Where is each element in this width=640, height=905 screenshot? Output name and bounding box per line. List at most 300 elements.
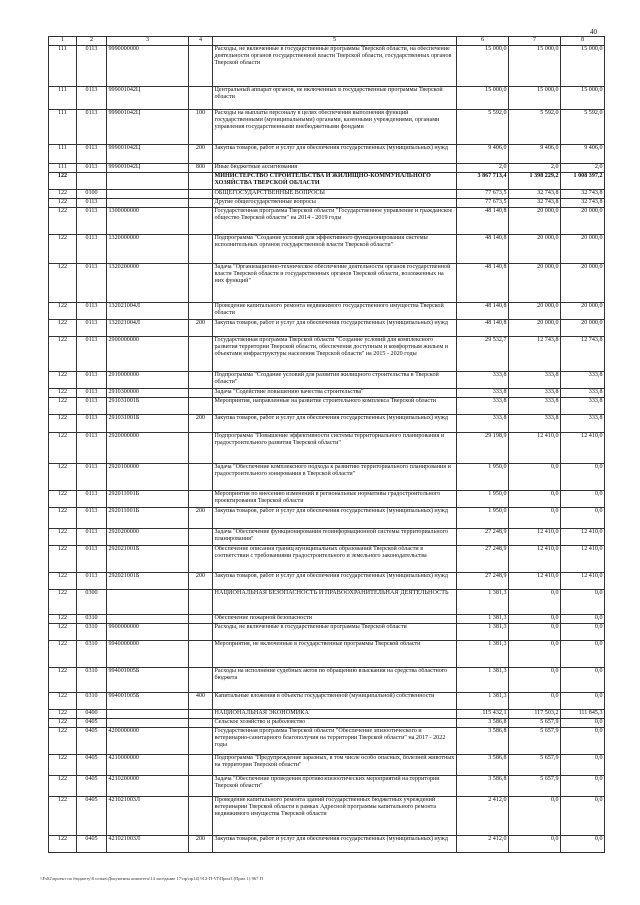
- amount-col-6-cell: 15 000,0: [457, 87, 509, 110]
- amount-col-8-cell: 5 592,0: [561, 110, 605, 145]
- amount-col-6-cell: 115 432,1: [457, 710, 509, 719]
- admin-code-cell: 122: [49, 797, 77, 836]
- admin-code-cell: 122: [49, 710, 77, 719]
- amount-col-6-cell: 27 248,9: [457, 546, 509, 573]
- description-cell: Обеспечение описания границ муниципальных образований Тверской области в соответствии с требованиями градостроительного и земельного законодательства: [213, 546, 457, 573]
- target-article-code-cell: 291031001Б: [107, 398, 189, 415]
- expense-type-code-cell: [189, 624, 213, 641]
- amount-col-8-cell: 0,0: [561, 491, 605, 508]
- table-row: [49, 337, 605, 372]
- target-article-code-cell: [107, 190, 189, 199]
- amount-col-7-cell: 0,0: [509, 836, 561, 853]
- section-code-cell: 0113: [77, 199, 107, 208]
- amount-col-6-cell: 3 586,8: [457, 719, 509, 728]
- table-row: [49, 303, 605, 320]
- description-cell: Задача "Организационно-техническое обеспечение деятельности органов государственной власти Тверской области и государственных органов Тверской области, возложенных на них функций": [213, 264, 457, 303]
- target-article-code-cell: 2910000000: [107, 372, 189, 389]
- target-article-code-cell: 132021004Л: [107, 303, 189, 320]
- description-cell: НАЦИОНАЛЬНАЯ ЭКОНОМИКА: [213, 710, 457, 719]
- table-row: [49, 190, 605, 199]
- description-cell: Проведение капитального ремонта недвижимого государственного имущества Тверской области: [213, 303, 457, 320]
- amount-col-7-cell: 0,0: [509, 508, 561, 529]
- amount-col-8-cell: 0,0: [561, 641, 605, 668]
- expense-type-code-cell: [189, 303, 213, 320]
- amount-col-8-cell: 0,0: [561, 836, 605, 853]
- admin-code-cell: 122: [49, 303, 77, 320]
- amount-col-8-cell: 0,0: [561, 755, 605, 776]
- amount-col-8-cell: 12 410,0: [561, 529, 605, 546]
- target-article-code-cell: 2910300000: [107, 389, 189, 398]
- header-cell: 6: [457, 37, 509, 46]
- admin-code-cell: 122: [49, 235, 77, 264]
- target-article-code-cell: 1320000000: [107, 235, 189, 264]
- amount-col-7-cell: 5 592,0: [509, 110, 561, 145]
- amount-col-6-cell: 1 950,0: [457, 464, 509, 491]
- amount-col-7-cell: 0,0: [509, 693, 561, 710]
- target-article-code-cell: 292021001Б: [107, 573, 189, 590]
- expense-type-code-cell: [189, 199, 213, 208]
- description-cell: Другие общегосударственные вопросы: [213, 199, 457, 208]
- target-article-code-cell: 421021003Л: [107, 836, 189, 853]
- section-code-cell: 0113: [77, 337, 107, 372]
- amount-col-8-cell: 9 406,0: [561, 145, 605, 164]
- amount-col-6-cell: 27 248,9: [457, 529, 509, 546]
- table-row: [49, 199, 605, 208]
- section-code-cell: 0113: [77, 208, 107, 235]
- admin-code-cell: 122: [49, 615, 77, 624]
- table-row: [49, 145, 605, 164]
- expense-type-code-cell: [189, 668, 213, 693]
- table-row: [49, 415, 605, 433]
- amount-col-6-cell: 1 381,3: [457, 693, 509, 710]
- expense-type-code-cell: [189, 529, 213, 546]
- amount-col-6-cell: 2 412,0: [457, 797, 509, 836]
- amount-col-7-cell: 0,0: [509, 615, 561, 624]
- amount-col-8-cell: 12 410,0: [561, 573, 605, 590]
- admin-code-cell: 122: [49, 776, 77, 797]
- expense-type-code-cell: [189, 372, 213, 389]
- admin-code-cell: 122: [49, 508, 77, 529]
- amount-col-7-cell: 333,8: [509, 415, 561, 433]
- target-article-code-cell: 421021003Л: [107, 797, 189, 836]
- header-cell: 8: [561, 37, 605, 46]
- description-cell: Мероприятия, не включенные в государственные программы Тверской области: [213, 641, 457, 668]
- amount-col-7-cell: 2,0: [509, 164, 561, 173]
- admin-code-cell: 122: [49, 372, 77, 389]
- admin-code-cell: 122: [49, 668, 77, 693]
- table-row: [49, 389, 605, 398]
- description-cell: Капитальные вложения в объекты государственной (муниципальной) собственности: [213, 693, 457, 710]
- table-row: [49, 491, 605, 508]
- description-cell: Расходы на выплаты персоналу в целях обеспечения выполнения функций государственными (муниципальными) органами, казенными учреждениями, органами управления государственными внебюджетными фондами: [213, 110, 457, 145]
- amount-col-6-cell: 48 140,8: [457, 235, 509, 264]
- expense-type-code-cell: 200: [189, 415, 213, 433]
- amount-col-7-cell: 0,0: [509, 668, 561, 693]
- description-cell: Расходы, не включенные в государственные программы Тверской области, на обеспечение деятельности органов государственной власти Тверской области, государственных органов Тверской области: [213, 46, 457, 87]
- description-cell: Государственная программа Тверской области "Создание условий для комплексного развития территории Тверской области, обеспечения доступным и комфортным жильем и объектами инфраструктуры населения Тверской области" на 2015 - 2020 годы: [213, 337, 457, 372]
- admin-code-cell: 111: [49, 87, 77, 110]
- amount-col-8-cell: 0,0: [561, 624, 605, 641]
- amount-col-6-cell: 1 381,3: [457, 624, 509, 641]
- admin-code-cell: 122: [49, 415, 77, 433]
- description-cell: Задача "Обеспечение комплексного подхода к развитию территориального планирования и градостроительного зонирования в Тверской области": [213, 464, 457, 491]
- amount-col-8-cell: 12 410,0: [561, 546, 605, 573]
- amount-col-7-cell: 0,0: [509, 624, 561, 641]
- description-cell: Сельское хозяйство и рыболовство: [213, 719, 457, 728]
- amount-col-7-cell: 9 406,0: [509, 145, 561, 164]
- amount-col-6-cell: 77 673,5: [457, 190, 509, 199]
- amount-col-8-cell: 12 743,8: [561, 337, 605, 372]
- amount-col-8-cell: 20 000,0: [561, 320, 605, 337]
- section-code-cell: 0113: [77, 110, 107, 145]
- amount-col-7-cell: 333,8: [509, 389, 561, 398]
- target-article-code-cell: 999001042Ц: [107, 164, 189, 173]
- amount-col-8-cell: 333,8: [561, 415, 605, 433]
- section-code-cell: 0113: [77, 87, 107, 110]
- expense-type-code-cell: 200: [189, 508, 213, 529]
- table-row: [49, 755, 605, 776]
- section-code-cell: 0113: [77, 529, 107, 546]
- amount-col-6-cell: 3 586,8: [457, 755, 509, 776]
- target-article-code-cell: 9990000000: [107, 46, 189, 87]
- admin-code-cell: 122: [49, 590, 77, 615]
- section-code-cell: 0113: [77, 415, 107, 433]
- expense-type-code-cell: [189, 264, 213, 303]
- amount-col-7-cell: 12 410,0: [509, 573, 561, 590]
- table-row: [49, 836, 605, 853]
- amount-col-8-cell: 32 743,8: [561, 190, 605, 199]
- target-article-code-cell: [107, 199, 189, 208]
- amount-col-8-cell: 0,0: [561, 797, 605, 836]
- amount-col-8-cell: 20 000,0: [561, 208, 605, 235]
- expense-type-code-cell: [189, 464, 213, 491]
- amount-col-6-cell: 48 140,8: [457, 208, 509, 235]
- amount-col-8-cell: 15 000,0: [561, 46, 605, 87]
- target-article-code-cell: 1320200000: [107, 264, 189, 303]
- admin-code-cell: 122: [49, 719, 77, 728]
- target-article-code-cell: 4210200000: [107, 776, 189, 797]
- table-row: [49, 87, 605, 110]
- table-row: [49, 398, 605, 415]
- amount-col-7-cell: 5 657,9: [509, 719, 561, 728]
- section-code-cell: 0113: [77, 508, 107, 529]
- section-code-cell: 0300: [77, 590, 107, 615]
- target-article-code-cell: 994001005Б: [107, 693, 189, 710]
- amount-col-6-cell: 15 000,0: [457, 46, 509, 87]
- description-cell: Расходы, не включенные в государственные программы Тверской области: [213, 624, 457, 641]
- section-code-cell: 0113: [77, 464, 107, 491]
- amount-col-6-cell: 29 198,9: [457, 433, 509, 464]
- admin-code-cell: 122: [49, 398, 77, 415]
- table-row: [49, 615, 605, 624]
- description-cell: МИНИСТЕРСТВО СТРОИТЕЛЬСТВА И ЖИЛИЩНО-КОММУНАЛЬНОГО ХОЗЯЙСТВА ТВЕРСКОЙ ОБЛАСТИ: [213, 173, 457, 190]
- amount-col-7-cell: 1 398 229,2: [509, 173, 561, 190]
- admin-code-cell: 111: [49, 110, 77, 145]
- section-code-cell: 0113: [77, 573, 107, 590]
- expense-type-code-cell: 100: [189, 110, 213, 145]
- amount-col-8-cell: 32 743,8: [561, 199, 605, 208]
- target-article-code-cell: 291031001Б: [107, 415, 189, 433]
- amount-col-8-cell: 12 410,0: [561, 433, 605, 464]
- description-cell: Задача "Содействие повышению качества строительства": [213, 389, 457, 398]
- admin-code-cell: 122: [49, 208, 77, 235]
- amount-col-7-cell: 20 000,0: [509, 208, 561, 235]
- expense-type-code-cell: [189, 615, 213, 624]
- header-cell: 7: [509, 37, 561, 46]
- section-code-cell: 0405: [77, 776, 107, 797]
- admin-code-cell: 122: [49, 337, 77, 372]
- section-code-cell: 0113: [77, 491, 107, 508]
- amount-col-6-cell: 29 532,7: [457, 337, 509, 372]
- admin-code-cell: 122: [49, 190, 77, 199]
- table-row: [49, 529, 605, 546]
- amount-col-8-cell: 20 000,0: [561, 264, 605, 303]
- table-row: [49, 464, 605, 491]
- amount-col-7-cell: 20 000,0: [509, 320, 561, 337]
- amount-col-7-cell: 20 000,0: [509, 235, 561, 264]
- expense-type-code-cell: 200: [189, 573, 213, 590]
- amount-col-7-cell: 5 657,9: [509, 755, 561, 776]
- expense-type-code-cell: 200: [189, 320, 213, 337]
- section-code-cell: 0113: [77, 46, 107, 87]
- amount-col-6-cell: 2,0: [457, 164, 509, 173]
- amount-col-7-cell: 0,0: [509, 491, 561, 508]
- table-row: [49, 590, 605, 615]
- amount-col-8-cell: 0,0: [561, 464, 605, 491]
- admin-code-cell: 122: [49, 264, 77, 303]
- amount-col-7-cell: 0,0: [509, 797, 561, 836]
- table-row: [49, 573, 605, 590]
- section-code-cell: 0113: [77, 433, 107, 464]
- amount-col-7-cell: 12 410,0: [509, 529, 561, 546]
- section-code-cell: 0405: [77, 719, 107, 728]
- admin-code-cell: 122: [49, 199, 77, 208]
- table-row: [49, 728, 605, 755]
- description-cell: Мероприятия по внесению изменений в региональные нормативы градостроительного проектирования Тверской области: [213, 491, 457, 508]
- header-cell: 2: [77, 37, 107, 46]
- section-code-cell: 0113: [77, 546, 107, 573]
- description-cell: Закупка товаров, работ и услуг для обеспечения государственных (муниципальных) нужд: [213, 145, 457, 164]
- target-article-code-cell: 4200000000: [107, 728, 189, 755]
- target-article-code-cell: 292021001Б: [107, 546, 189, 573]
- header-cell: 3: [107, 37, 189, 46]
- section-code-cell: 0405: [77, 797, 107, 836]
- table-row: [49, 668, 605, 693]
- target-article-code-cell: 4210000000: [107, 755, 189, 776]
- amount-col-7-cell: 32 743,8: [509, 190, 561, 199]
- amount-col-8-cell: 2,0: [561, 164, 605, 173]
- target-article-code-cell: 292011001Б: [107, 491, 189, 508]
- amount-col-8-cell: 0,0: [561, 508, 605, 529]
- amount-col-6-cell: 27 248,9: [457, 573, 509, 590]
- amount-col-7-cell: 5 657,9: [509, 728, 561, 755]
- table-row: [49, 693, 605, 710]
- section-code-cell: 0310: [77, 641, 107, 668]
- table-row: [49, 264, 605, 303]
- description-cell: ОБЩЕГОСУДАРСТВЕННЫЕ ВОПРОСЫ: [213, 190, 457, 199]
- description-cell: Расходы на исполнение судебных актов по обращению взыскания на средства областного бюджета: [213, 668, 457, 693]
- target-article-code-cell: [107, 615, 189, 624]
- description-cell: Задача "Обеспечение функционирования геоинформационной системы территориального планирования": [213, 529, 457, 546]
- target-article-code-cell: 999001042Ц: [107, 145, 189, 164]
- admin-code-cell: 122: [49, 389, 77, 398]
- table-row: [49, 164, 605, 173]
- amount-col-6-cell: 3 586,8: [457, 728, 509, 755]
- file-path-footer: \\Fs02\проект по бюджету\6 созыв\Документы комитета\14 заседание 17\пр\пр14) 912-П-VI\Прил3 (Прил 1) 967 П: [40, 876, 263, 881]
- description-cell: Закупка товаров, работ и услуг для обеспечения государственных (муниципальных) нужд: [213, 508, 457, 529]
- expense-type-code-cell: [189, 755, 213, 776]
- amount-col-6-cell: 1 381,3: [457, 615, 509, 624]
- amount-col-7-cell: 32 743,8: [509, 199, 561, 208]
- amount-col-7-cell: 0,0: [509, 590, 561, 615]
- expense-type-code-cell: 200: [189, 145, 213, 164]
- description-cell: Закупка товаров, работ и услуг для обеспечения государственных (муниципальных) нужд: [213, 573, 457, 590]
- admin-code-cell: 122: [49, 529, 77, 546]
- amount-col-7-cell: 333,8: [509, 398, 561, 415]
- target-article-code-cell: 9900000000: [107, 624, 189, 641]
- target-article-code-cell: 999001042Ц: [107, 87, 189, 110]
- section-code-cell: 0113: [77, 145, 107, 164]
- admin-code-cell: 111: [49, 46, 77, 87]
- amount-col-8-cell: 333,8: [561, 389, 605, 398]
- expense-type-code-cell: [189, 590, 213, 615]
- admin-code-cell: 122: [49, 641, 77, 668]
- admin-code-cell: 122: [49, 624, 77, 641]
- amount-col-6-cell: 1 381,3: [457, 590, 509, 615]
- table-row: [49, 719, 605, 728]
- amount-col-8-cell: 0,0: [561, 615, 605, 624]
- expense-type-code-cell: [189, 546, 213, 573]
- table-row: [49, 641, 605, 668]
- expense-type-code-cell: [189, 398, 213, 415]
- header-cell: 4: [189, 37, 213, 46]
- section-code-cell: 0113: [77, 235, 107, 264]
- admin-code-cell: 122: [49, 320, 77, 337]
- expense-type-code-cell: [189, 46, 213, 87]
- amount-col-6-cell: 2 412,0: [457, 836, 509, 853]
- table-row: [49, 46, 605, 87]
- expense-type-code-cell: [189, 710, 213, 719]
- expense-type-code-cell: [189, 389, 213, 398]
- section-code-cell: 0310: [77, 615, 107, 624]
- description-cell: Закупка товаров, работ и услуг для обеспечения государственных (муниципальных) нужд: [213, 836, 457, 853]
- section-code-cell: 0113: [77, 264, 107, 303]
- section-code-cell: 0113: [77, 372, 107, 389]
- description-cell: Подпрограмма "Создание условий для развития жилищного строительства в Тверской области": [213, 372, 457, 389]
- target-article-code-cell: [107, 719, 189, 728]
- amount-col-8-cell: 0,0: [561, 693, 605, 710]
- amount-col-7-cell: 333,8: [509, 372, 561, 389]
- section-code-cell: 0113: [77, 303, 107, 320]
- admin-code-cell: 122: [49, 546, 77, 573]
- amount-col-6-cell: 5 592,0: [457, 110, 509, 145]
- amount-col-6-cell: 77 673,5: [457, 199, 509, 208]
- amount-col-7-cell: 12 410,0: [509, 546, 561, 573]
- amount-col-8-cell: 20 000,0: [561, 303, 605, 320]
- table-row: [49, 797, 605, 836]
- budget-table: [48, 36, 605, 853]
- amount-col-8-cell: 15 000,0: [561, 87, 605, 110]
- header-cell: 1: [49, 37, 77, 46]
- table-row: [49, 624, 605, 641]
- expense-type-code-cell: [189, 797, 213, 836]
- amount-col-7-cell: 117 503,2: [509, 710, 561, 719]
- section-code-cell: 0310: [77, 624, 107, 641]
- admin-code-cell: 111: [49, 164, 77, 173]
- admin-code-cell: 122: [49, 433, 77, 464]
- description-cell: Мероприятия, направленные на развитие строительного комплекса Тверской области: [213, 398, 457, 415]
- expense-type-code-cell: 800: [189, 164, 213, 173]
- target-article-code-cell: 132021004Л: [107, 320, 189, 337]
- amount-col-7-cell: 20 000,0: [509, 303, 561, 320]
- amount-col-8-cell: 333,8: [561, 372, 605, 389]
- admin-code-cell: 122: [49, 728, 77, 755]
- amount-col-6-cell: 1 950,0: [457, 508, 509, 529]
- table-row: [49, 320, 605, 337]
- expense-type-code-cell: [189, 87, 213, 110]
- section-code-cell: [77, 173, 107, 190]
- description-cell: Обеспечение пожарной безопасности: [213, 615, 457, 624]
- expense-type-code-cell: [189, 190, 213, 199]
- table-row: [49, 710, 605, 719]
- amount-col-8-cell: 333,8: [561, 398, 605, 415]
- amount-col-6-cell: 1 381,3: [457, 641, 509, 668]
- header-row: [49, 37, 605, 46]
- amount-col-6-cell: 3 586,8: [457, 776, 509, 797]
- expense-type-code-cell: [189, 173, 213, 190]
- expense-type-code-cell: 200: [189, 836, 213, 853]
- section-code-cell: 0113: [77, 398, 107, 415]
- target-article-code-cell: 2920100000: [107, 464, 189, 491]
- expense-type-code-cell: [189, 337, 213, 372]
- target-article-code-cell: [107, 710, 189, 719]
- description-cell: Государственная программа Тверской области "Обеспечение эпизоотического и ветеринарно-санитарного благополучия на территории Тверской области" на 2017 - 2022 годы: [213, 728, 457, 755]
- target-article-code-cell: 292011001Б: [107, 508, 189, 529]
- section-code-cell: 0310: [77, 693, 107, 710]
- admin-code-cell: 122: [49, 173, 77, 190]
- table-row: [49, 546, 605, 573]
- target-article-code-cell: 1300000000: [107, 208, 189, 235]
- expense-type-code-cell: [189, 728, 213, 755]
- amount-col-7-cell: 0,0: [509, 464, 561, 491]
- section-code-cell: 0113: [77, 320, 107, 337]
- expense-type-code-cell: [189, 719, 213, 728]
- amount-col-6-cell: 48 140,8: [457, 303, 509, 320]
- expense-type-code-cell: 400: [189, 693, 213, 710]
- amount-col-7-cell: 15 000,0: [509, 87, 561, 110]
- amount-col-6-cell: 333,8: [457, 398, 509, 415]
- amount-col-8-cell: 111 845,3: [561, 710, 605, 719]
- amount-col-6-cell: 1 381,3: [457, 668, 509, 693]
- amount-col-6-cell: 333,8: [457, 372, 509, 389]
- table-row: [49, 508, 605, 529]
- table-row: [49, 110, 605, 145]
- description-cell: Подпрограмма "Создание условий для эффективного функционирования системы исполнительных органов государственной власти Тверской области": [213, 235, 457, 264]
- table-row: [49, 173, 605, 190]
- description-cell: Подпрограмма "Предупреждение заразных, в том числе особо опасных, болезней животных на территории Тверской области": [213, 755, 457, 776]
- expense-type-code-cell: [189, 776, 213, 797]
- description-cell: Государственная программа Тверской области "Государственное управление и гражданское общество Тверской области" на 2014 - 2019 годы: [213, 208, 457, 235]
- admin-code-cell: 122: [49, 573, 77, 590]
- amount-col-6-cell: 48 140,8: [457, 264, 509, 303]
- amount-col-7-cell: 12 743,8: [509, 337, 561, 372]
- target-article-code-cell: 2920200000: [107, 529, 189, 546]
- description-cell: Закупка товаров, работ и услуг для обеспечения государственных (муниципальных) нужд: [213, 415, 457, 433]
- amount-col-7-cell: 5 657,9: [509, 776, 561, 797]
- target-article-code-cell: [107, 590, 189, 615]
- target-article-code-cell: 9940000000: [107, 641, 189, 668]
- amount-col-6-cell: 1 950,0: [457, 491, 509, 508]
